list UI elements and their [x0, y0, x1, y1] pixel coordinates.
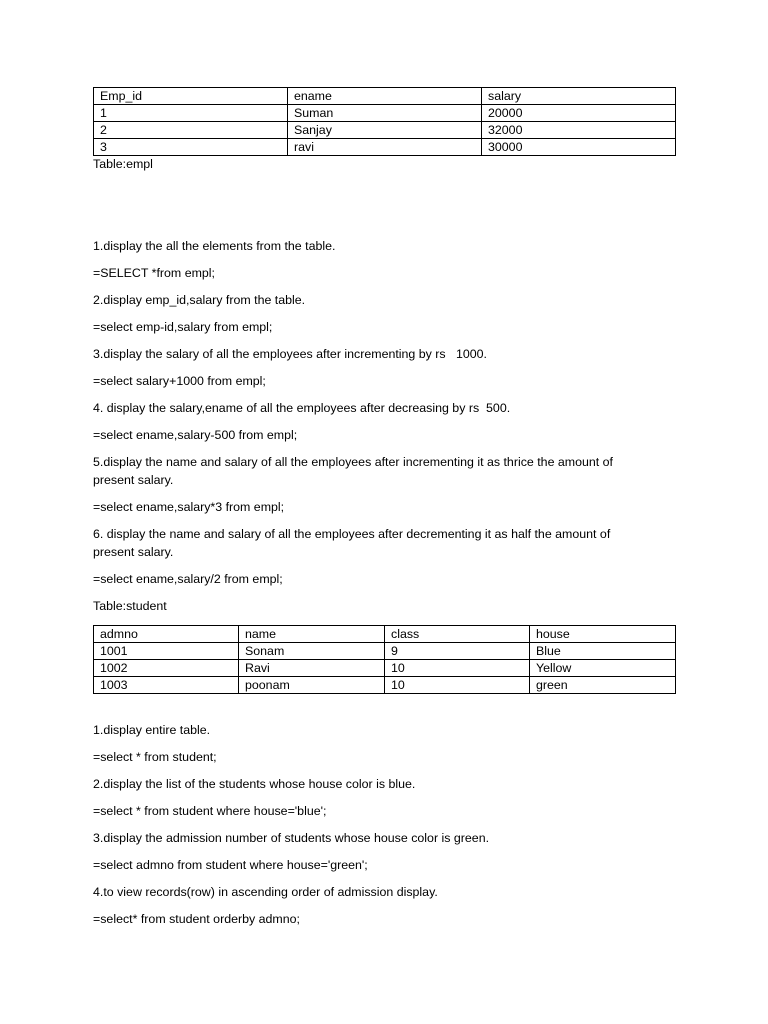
answer-1: =SELECT *from empl; [93, 266, 216, 280]
table-cell: 10 [385, 677, 530, 694]
table-header-cell: name [239, 626, 385, 643]
table-header-cell: Emp_id [94, 88, 288, 105]
student-answer-1: =select * from student; [93, 750, 217, 764]
student-question-2: 2.display the list of the students whose house color is blue. [93, 777, 416, 791]
table-cell: 1001 [94, 643, 239, 660]
table-header-cell: class [385, 626, 530, 643]
table-header-row [94, 88, 676, 105]
table-cell: 9 [385, 643, 530, 660]
student-answer-3: =select admno from student where house='green'; [93, 858, 368, 872]
table-cell: ravi [288, 139, 482, 156]
student-answer-2: =select * from student where house='blue'; [93, 804, 327, 818]
table-row [94, 139, 676, 156]
table-cell: green [530, 677, 676, 694]
student-table [93, 625, 676, 694]
table-cell: 30000 [482, 139, 676, 156]
table-cell: 10 [385, 660, 530, 677]
table-cell: Blue [530, 643, 676, 660]
answer-3: =select salary+1000 from empl; [93, 374, 266, 388]
table-cell: Sonam [239, 643, 385, 660]
student-question-1: 1.display entire table. [93, 723, 211, 737]
table-row [94, 677, 676, 694]
answer-5: =select ename,salary*3 from empl; [93, 500, 285, 514]
table-row [94, 660, 676, 677]
table-cell: Ravi [239, 660, 385, 677]
table-row [94, 643, 676, 660]
table-header-cell: house [530, 626, 676, 643]
table-cell: Suman [288, 105, 482, 122]
question-5: 5.display the name and salary of all the employees after incrementing it as thrice the amount of present salary. [93, 455, 614, 487]
question-3: 3.display the salary of all the employees after incrementing by rs 1000. [93, 347, 487, 361]
question-2: 2.display emp_id,salary from the table. [93, 293, 306, 307]
table-cell: 32000 [482, 122, 676, 139]
answer-4: =select ename,salary-500 from empl; [93, 428, 298, 442]
table-header-cell: salary [482, 88, 676, 105]
student-table-caption: Table:student [93, 599, 167, 613]
student-answer-4: =select* from student orderby admno; [93, 912, 300, 926]
table-cell: 3 [94, 139, 288, 156]
table-cell: 1003 [94, 677, 239, 694]
question-4: 4. display the salary,ename of all the employees after decreasing by rs 500. [93, 401, 511, 415]
table-cell: 1 [94, 105, 288, 122]
table-cell: 20000 [482, 105, 676, 122]
table-cell: 2 [94, 122, 288, 139]
question-6: 6. display the name and salary of all the employees after decrementing it as half the amount of present salary. [93, 527, 611, 559]
table-header-row [94, 626, 676, 643]
table-row [94, 105, 676, 122]
table-cell: Sanjay [288, 122, 482, 139]
table-cell: 1002 [94, 660, 239, 677]
student-question-3: 3.display the admission number of students whose house color is green. [93, 831, 490, 845]
answer-6: =select ename,salary/2 from empl; [93, 572, 283, 586]
empl-table [93, 87, 676, 156]
empl-table-caption: Table:empl [93, 157, 153, 171]
document-page [93, 87, 675, 937]
table-cell: poonam [239, 677, 385, 694]
question-1: 1.display the all the elements from the table. [93, 239, 336, 253]
table-cell: Yellow [530, 660, 676, 677]
table-header-cell: admno [94, 626, 239, 643]
table-row [94, 122, 676, 139]
answer-2: =select emp-id,salary from empl; [93, 320, 273, 334]
student-question-4: 4.to view records(row) in ascending order of admission display. [93, 885, 438, 899]
table-header-cell: ename [288, 88, 482, 105]
